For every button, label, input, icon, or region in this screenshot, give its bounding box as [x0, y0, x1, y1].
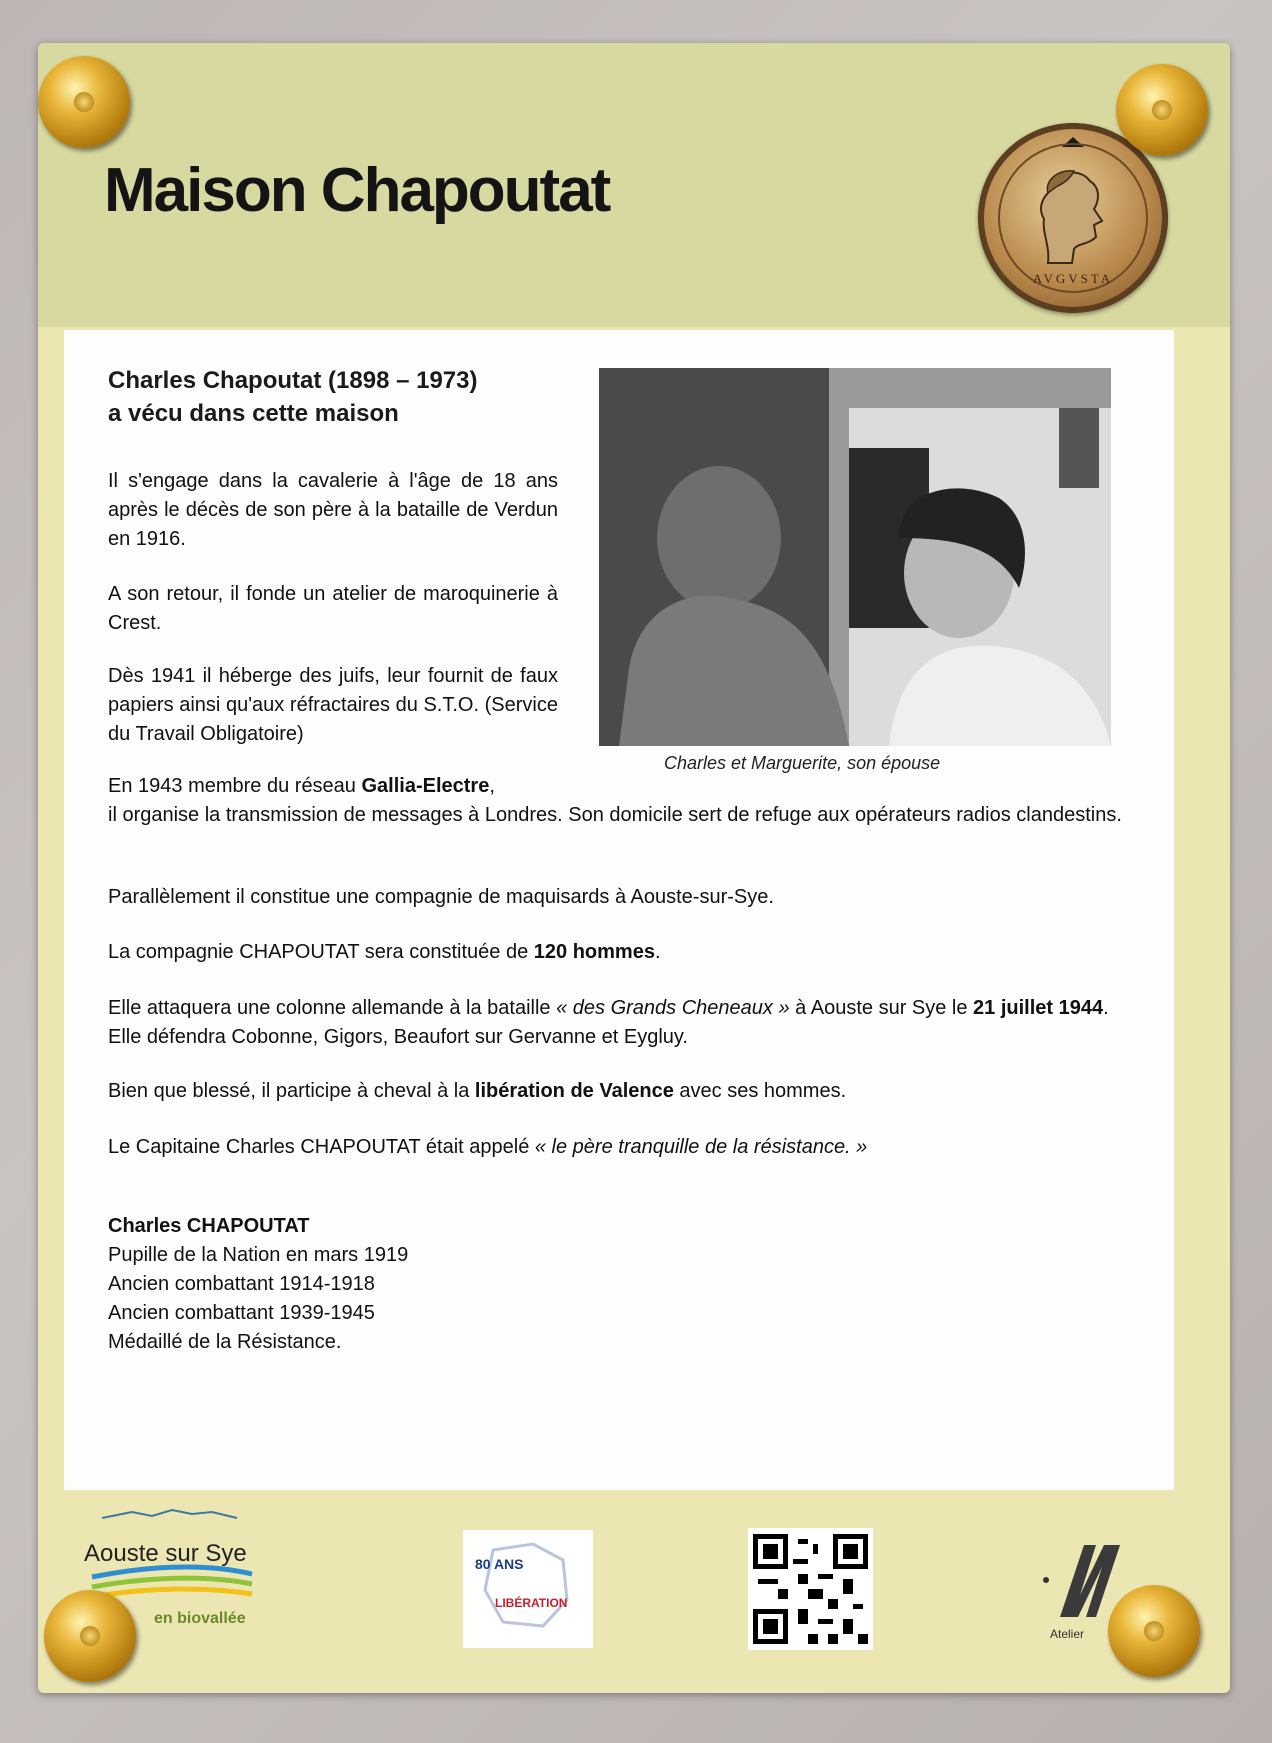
paragraph-network: [108, 772, 1128, 830]
atelier-word: Atelier: [1050, 1627, 1085, 1641]
bio-name: Charles CHAPOUTAT: [108, 1215, 310, 1237]
nickname-quote: « le père tranquille de la résistance. »: [534, 1136, 868, 1158]
liberation-name: libération de Valence: [474, 1080, 674, 1102]
plaque: [38, 43, 1230, 1693]
nickname-text-before: Le Capitaine Charles CHAPOUTAT était appelé: [108, 1136, 535, 1158]
historical-photo: [599, 368, 1111, 746]
company-size: 120 hommes: [533, 941, 655, 963]
france-map-icon: [463, 1530, 593, 1648]
paragraph-maquis: Parallèlement il constitue une compagnie de maquisards à Aouste-sur-Sye.: [108, 886, 774, 908]
liberation-word: LIBÉRATION: [495, 1596, 568, 1610]
battle-text-before: Elle attaquera une colonne allemande à la bataille: [108, 997, 557, 1019]
brass-bolt: [44, 1590, 136, 1682]
page-title: Maison Chapoutat: [104, 156, 610, 225]
paragraph-battle: [108, 994, 1128, 1052]
bio-line: Pupille de la Nation en mars 1919: [108, 1244, 409, 1266]
coin-medallion: [978, 123, 1168, 313]
network-text-after: ,: [489, 775, 495, 797]
bio-block: [108, 1212, 1128, 1357]
subtitle-line1: Charles Chapoutat (1898 – 1973): [108, 367, 478, 394]
battle-name: « des Grands Cheneaux »: [556, 997, 790, 1019]
brass-bolt: [1116, 64, 1208, 156]
battle-date: 21 juillet 1944: [973, 997, 1104, 1019]
paragraph-workshop: A son retour, il fonde un atelier de maroquinerie à Crest.: [108, 583, 558, 634]
liberation-text-after: avec ses hommes.: [673, 1080, 847, 1102]
paragraph-enlistment: Il s'engage dans la cavalerie à l'âge de 18 ans après le décès de son père à la bataille de Verdun en 1916.: [108, 470, 558, 550]
aouste-name: Aouste sur Sye: [84, 1540, 247, 1567]
bio-line: Médaillé de la Résistance.: [108, 1331, 342, 1353]
coin-inscription: AVGVSTA: [1032, 271, 1114, 286]
couple-photo-icon: [599, 368, 1111, 746]
header-band: [38, 43, 1230, 327]
liberation-years: 80 ANS: [475, 1556, 524, 1572]
battle-text-after: . Elle défendra Cobonne, Gigors, Beaufort sur Gervanne et Eygluy.: [108, 997, 1109, 1048]
paragraph-liberation: [108, 1077, 1128, 1106]
network-name: Gallia-Electre: [361, 775, 490, 797]
bio-line: Ancien combattant 1939-1945: [108, 1302, 375, 1324]
paragraph-nickname: [108, 1133, 1128, 1162]
qr-code[interactable]: [748, 1528, 873, 1650]
aouste-tagline: en biovallée: [154, 1610, 246, 1627]
company-text-before: La compagnie CHAPOUTAT sera constituée de: [108, 941, 534, 963]
bio-line: Ancien combattant 1914-1918: [108, 1273, 375, 1295]
liberation-text-before: Bien que blessé, il participe à cheval à la: [108, 1080, 475, 1102]
subtitle-line2: a vécu dans cette maison: [108, 400, 399, 427]
paragraph-sheltering: Dès 1941 il héberge des juifs, leur fournit de faux papiers ainsi qu'aux réfractaires du S.T.O. (Service du Travail Obligatoire): [108, 665, 558, 745]
network-text-line2: il organise la transmission de messages à Londres. Son domicile sert de refuge aux opérateurs radios clandestins.: [108, 804, 1122, 826]
network-text-before: En 1943 membre du réseau: [108, 775, 362, 797]
company-text-after: .: [654, 941, 661, 963]
content-panel: [64, 330, 1174, 1490]
photo-caption: Charles et Marguerite, son épouse: [664, 753, 941, 773]
subtitle: [108, 364, 477, 430]
paragraph-company: [108, 938, 1128, 967]
brass-bolt: [38, 56, 130, 148]
battle-text-middle: à Aouste sur Sye le: [789, 997, 974, 1019]
brass-bolt: [1108, 1585, 1200, 1677]
qr-code-icon: [748, 1528, 873, 1650]
liberation-80-logo: [463, 1530, 593, 1648]
